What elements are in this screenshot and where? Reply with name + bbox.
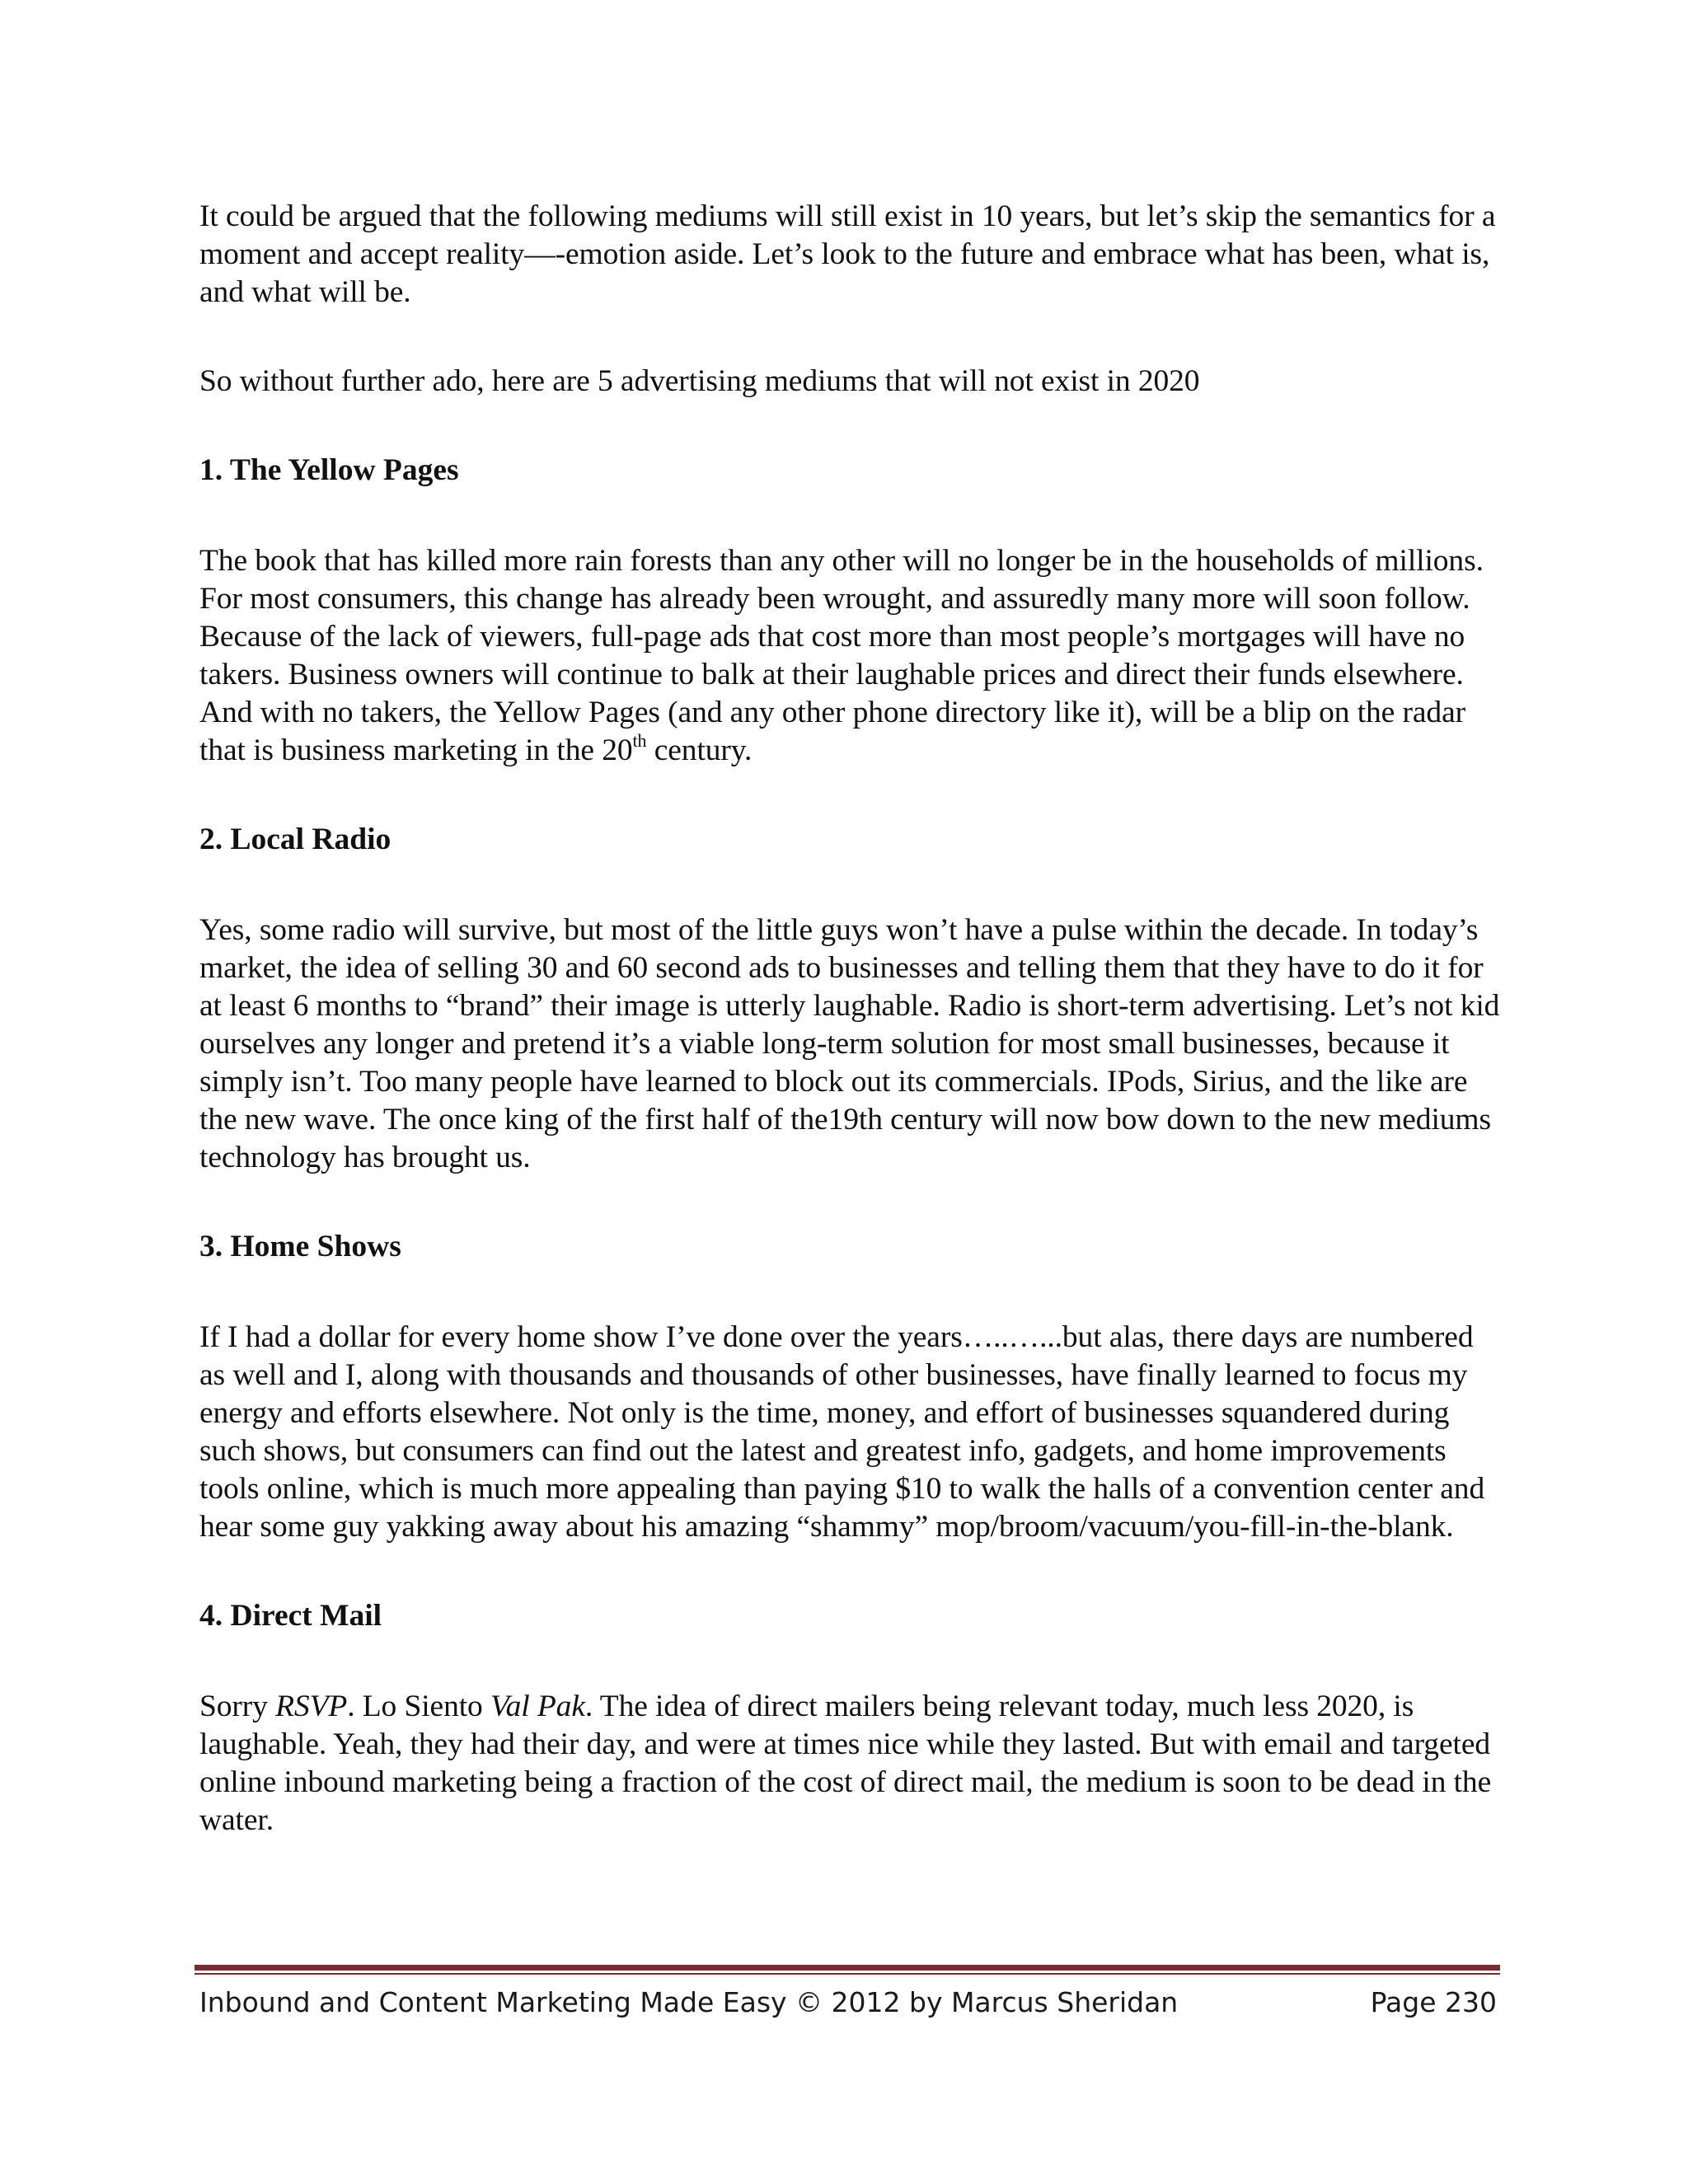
footer-page-number: Page 230 xyxy=(1370,1986,1497,2018)
footer-divider-thick xyxy=(195,1965,1500,1971)
section-body-home-shows: If I had a dollar for every home show I’ve done over the years…..…...but alas, there days are numbered as well and I, along with thousands and thousands of other businesses, have finally learned to focus my energy and efforts elsewhere. Not only is the time, money, and effort of businesses squandered during such shows, but consumers can find out the latest and greatest info, gadgets, and home improvements tools online, which is much more appealing than paying $10 to walk the halls of a convention center and hear some guy yakking away about his amazing “shammy” mop/broom/vacuum/you-fill-in-the-blank. xyxy=(199,1320,1485,1544)
section-heading-yellow-pages: 1. The Yellow Pages xyxy=(199,453,459,487)
section-heading-local-radio: 2. Local Radio xyxy=(199,823,392,856)
body-text: . Lo Siento xyxy=(347,1690,490,1723)
section-body-local-radio: Yes, some radio will survive, but most of the little guys won’t have a pulse within the decade. In today’s market, the idea of selling 30 and 60 second ads to businesses and telling them that they have to do it for at least 6 months to “brand” their image is utterly laughable. Radio is short-term advertising. Let’s not kid ourselves any longer and pretend it’s a viable long-term solution for most small businesses, because it simply isn’t. Too many people have learned to block out its commercials. IPods, Sirius, and the like are the new wave. The once king of the first half of the19th century will now bow down to the new mediums technology has brought us. xyxy=(199,913,1500,1174)
section-body-yellow-pages xyxy=(199,542,1502,770)
body-text-end: century. xyxy=(646,733,753,767)
italic-name-val-pak: Val Pak xyxy=(490,1690,585,1723)
body-text: The book that has killed more rain forests than any other will no longer be in the households of millions. For most consumers, this change has already been wrought, and assuredly many more will soon follow. Because of the lack of viewers, full-page ads that cost more than most people’s mortgages will have no takers. Business owners will continue to balk at their laughable prices and direct their funds elsewhere. And with no takers, the Yellow Pages (and any other phone directory like it), will be a blip on the radar that is business marketing in the 20 xyxy=(199,544,1484,767)
section-heading-home-shows: 3. Home Shows xyxy=(199,1230,401,1263)
section-body-direct-mail xyxy=(199,1688,1502,1840)
intro-paragraph: It could be argued that the following mediums will still exist in 10 years, but let’s skip the semantics for a moment and accept reality—-emotion aside. Let’s look to the future and embrace what has been, what is, and what will be. xyxy=(199,199,1496,309)
lead-paragraph: So without further ado, here are 5 advertising mediums that will not exist in 2020 xyxy=(199,364,1200,398)
footer-divider-thin xyxy=(195,1973,1500,1975)
page-content xyxy=(199,198,1502,1840)
ordinal-superscript: th xyxy=(632,730,647,751)
body-text: Sorry xyxy=(199,1690,276,1723)
italic-name-rsvp: RSVP xyxy=(275,1690,348,1723)
body-text: . The idea of direct mailers being relevant today, much less 2020, is laughable. Yeah, they had their day, and were at times nice while they lasted. But with email and targeted online inbound marketing being a fraction of the cost of direct mail, the medium is soon to be dead in the water. xyxy=(199,1690,1492,1837)
section-heading-direct-mail: 4. Direct Mail xyxy=(199,1599,382,1633)
page-footer xyxy=(199,1978,1500,2027)
footer-book-credit: Inbound and Content Marketing Made Easy © 2012 by Marcus Sheridan xyxy=(199,1986,1179,2018)
